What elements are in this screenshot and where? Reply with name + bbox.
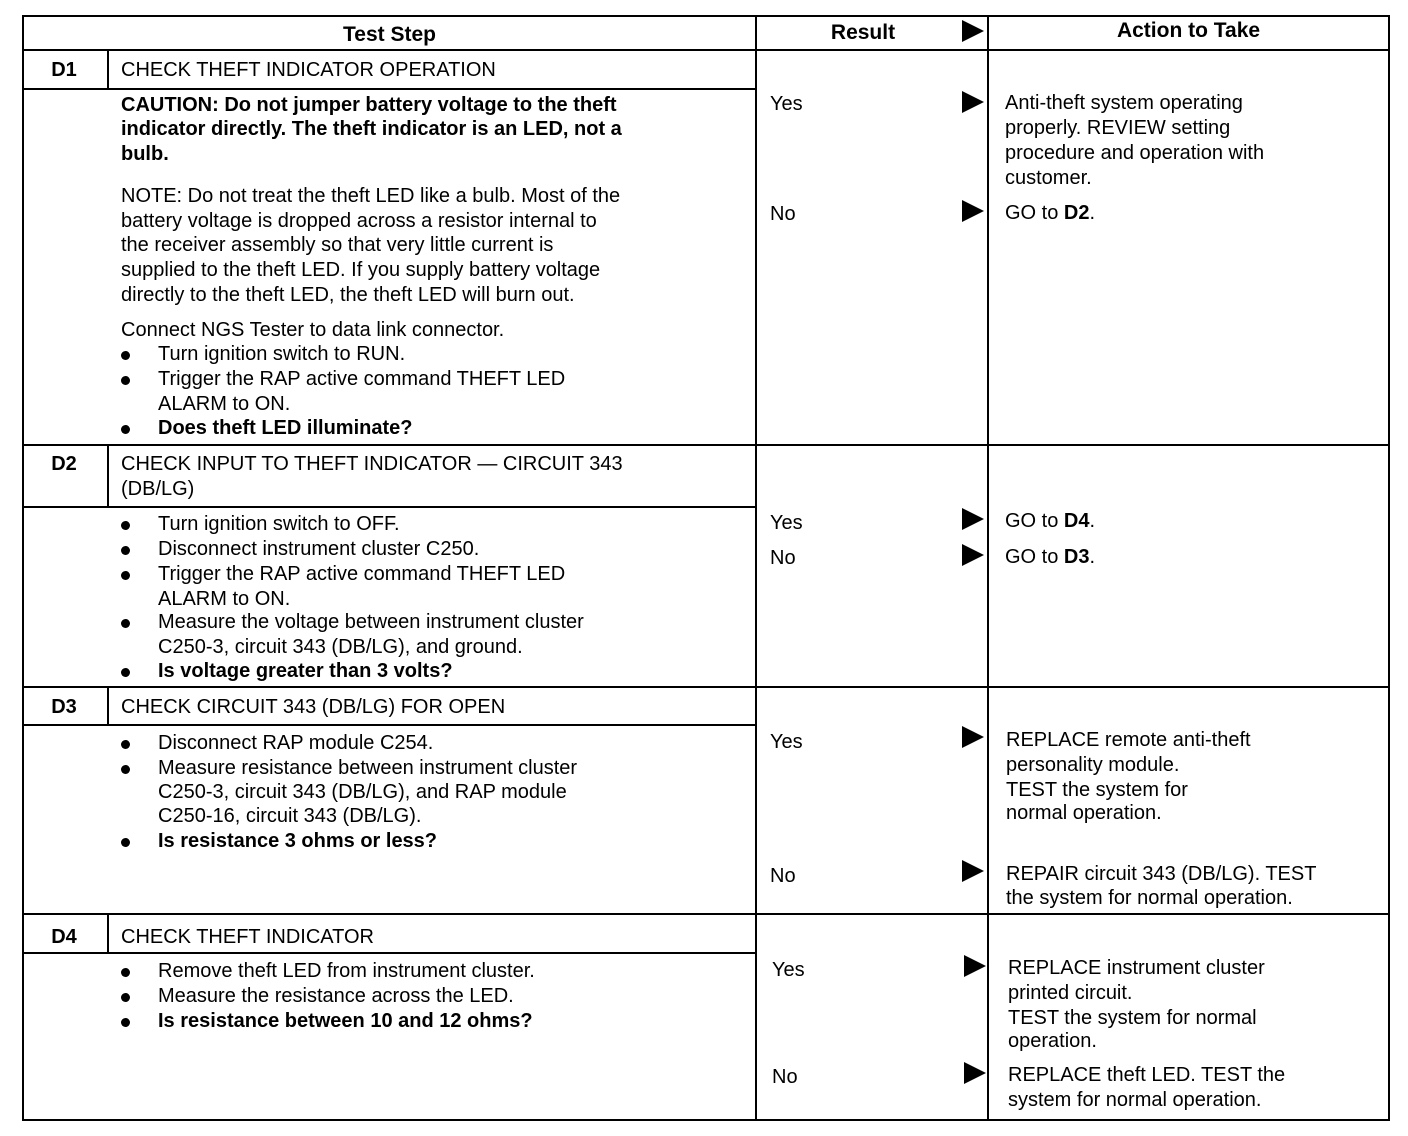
bullet-icon [121, 993, 130, 1002]
d3-result-no: No [770, 865, 796, 887]
bullet-icon [121, 425, 130, 434]
d1-caution-line: indicator directly. The theft indicator is an LED, not a [121, 118, 622, 140]
d1-bullet-text: Turn ignition switch to RUN. [158, 343, 406, 365]
result-arrow-icon [962, 544, 984, 566]
header-underline [22, 49, 1390, 51]
d1-note-line: directly to the theft LED, the theft LED will burn out. [121, 284, 575, 306]
d4-action-yes-line: operation. [1008, 1030, 1097, 1052]
table-border-right [1388, 15, 1390, 1121]
bullet-icon [121, 968, 130, 977]
d2-bullet-text: ALARM to ON. [158, 588, 291, 610]
d1-result-no: No [770, 203, 796, 225]
d1-action-yes-line: properly. REVIEW setting [1005, 117, 1231, 139]
d2-row-bottom [22, 686, 1390, 688]
result-arrow-icon [964, 1062, 986, 1084]
bullet-icon [121, 740, 130, 749]
d2-result-no: No [770, 547, 796, 569]
d1-id-divider [107, 49, 109, 90]
d3-result-yes: Yes [770, 731, 803, 753]
d4-bullet-text: Remove theft LED from instrument cluster. [158, 960, 535, 982]
result-arrow-icon [964, 955, 986, 977]
header-result: Result [830, 21, 896, 44]
d3-id-divider [107, 686, 109, 726]
d3-action-yes-line: normal operation. [1006, 802, 1162, 824]
column-divider-action [987, 15, 989, 1121]
d2-result-yes: Yes [770, 512, 803, 534]
bullet-icon [121, 521, 130, 530]
d4-action-yes-line: TEST the system for normal [1008, 1007, 1257, 1029]
header-arrow-icon [962, 20, 984, 42]
d1-caution-line: CAUTION: Do not jumper battery voltage to the theft [121, 94, 617, 116]
d1-action-yes-line: Anti-theft system operating [1005, 92, 1243, 114]
step-title-d4: CHECK THEFT INDICATOR [121, 926, 374, 948]
step-id-d4: D4 [51, 926, 77, 948]
d1-note-line: battery voltage is dropped across a resistor internal to [121, 210, 597, 232]
result-arrow-icon [962, 91, 984, 113]
d2-title-underline [22, 506, 757, 508]
d2-id-divider [107, 444, 109, 508]
d1-action-no: GO to D2. [1005, 202, 1096, 224]
d1-result-yes: Yes [770, 93, 803, 115]
step-id-d2: D2 [51, 453, 77, 475]
d4-bullet-question: Is resistance between 10 and 12 ohms? [158, 1010, 533, 1032]
table-border-top [22, 15, 1390, 17]
bullet-icon [121, 376, 130, 385]
d1-bullet-text: ALARM to ON. [158, 393, 291, 415]
d4-title-underline [22, 952, 757, 954]
d4-action-yes-line: REPLACE instrument cluster [1008, 957, 1265, 979]
bullet-icon [121, 838, 130, 847]
d2-bullet-question: Is voltage greater than 3 volts? [158, 660, 453, 682]
result-arrow-icon [962, 200, 984, 222]
d2-bullet-text: C250-3, circuit 343 (DB/LG), and ground. [158, 636, 523, 658]
step-id-d3: D3 [51, 696, 77, 718]
d3-action-yes-line: TEST the system for [1006, 779, 1188, 801]
step-title-d2: CHECK INPUT TO THEFT INDICATOR — CIRCUIT 343 [121, 453, 623, 475]
d1-note-line: supplied to the theft LED. If you supply battery voltage [121, 259, 601, 281]
d3-action-no-line: REPAIR circuit 343 (DB/LG). TEST [1006, 863, 1317, 885]
bullet-icon [121, 765, 130, 774]
d3-action-no-line: the system for normal operation. [1006, 887, 1293, 909]
d1-title-underline [22, 88, 757, 90]
step-id-d1: D1 [51, 59, 77, 81]
d2-bullet-text: Measure the voltage between instrument cluster [158, 611, 584, 633]
d4-result-yes: Yes [772, 959, 805, 981]
d1-bullet-question: Does theft LED illuminate? [158, 417, 413, 439]
d3-bullet-question: Is resistance 3 ohms or less? [158, 830, 438, 852]
bullet-icon [121, 571, 130, 580]
d3-row-bottom [22, 913, 1390, 915]
d1-bullet-text: Trigger the RAP active command THEFT LED [158, 368, 566, 390]
d3-title-underline [22, 724, 757, 726]
d4-action-yes-line: printed circuit. [1008, 982, 1133, 1004]
bullet-icon [121, 619, 130, 628]
step-title-d1: CHECK THEFT INDICATOR OPERATION [121, 59, 496, 81]
d1-action-yes-line: customer. [1005, 167, 1092, 189]
d3-action-yes-line: REPLACE remote anti-theft [1006, 729, 1251, 751]
result-arrow-icon [962, 860, 984, 882]
table-border-bottom [22, 1119, 1390, 1121]
d4-action-no-line: system for normal operation. [1008, 1089, 1262, 1111]
d3-bullet-text: C250-16, circuit 343 (DB/LG). [158, 805, 422, 827]
column-divider-result [755, 15, 757, 1121]
d3-bullet-text: Disconnect RAP module C254. [158, 732, 434, 754]
d4-bullet-text: Measure the resistance across the LED. [158, 985, 514, 1007]
d2-bullet-text: Turn ignition switch to OFF. [158, 513, 400, 535]
d3-bullet-text: C250-3, circuit 343 (DB/LG), and RAP module [158, 781, 567, 803]
d4-result-no: No [772, 1066, 798, 1088]
d3-action-yes-line: personality module. [1006, 754, 1180, 776]
d1-action-yes-line: procedure and operation with [1005, 142, 1265, 164]
header-test-step: Test Step [343, 23, 436, 46]
bullet-icon [121, 668, 130, 677]
d4-action-no-line: REPLACE theft LED. TEST the [1008, 1064, 1286, 1086]
header-action: Action to Take [1116, 19, 1261, 42]
d2-bullet-text: Disconnect instrument cluster C250. [158, 538, 480, 560]
bullet-icon [121, 351, 130, 360]
d2-action-yes: GO to D4. [1005, 510, 1096, 532]
d3-bullet-text: Measure resistance between instrument cluster [158, 757, 578, 779]
d1-note-line: NOTE: Do not treat the theft LED like a bulb. Most of the [121, 185, 621, 207]
table-border-left [22, 15, 24, 1121]
d1-caution-line: bulb. [121, 143, 169, 165]
d1-note-line: the receiver assembly so that very little current is [121, 234, 554, 256]
result-arrow-icon [962, 726, 984, 748]
d4-id-divider [107, 913, 109, 954]
result-arrow-icon [962, 508, 984, 530]
d2-bullet-text: Trigger the RAP active command THEFT LED [158, 563, 566, 585]
d2-action-no: GO to D3. [1005, 546, 1096, 568]
bullet-icon [121, 1018, 130, 1027]
step-title-d2: (DB/LG) [121, 478, 195, 500]
bullet-icon [121, 546, 130, 555]
d1-intro: Connect NGS Tester to data link connector. [121, 319, 505, 341]
step-title-d3: CHECK CIRCUIT 343 (DB/LG) FOR OPEN [121, 696, 506, 718]
d1-row-bottom [22, 444, 1390, 446]
